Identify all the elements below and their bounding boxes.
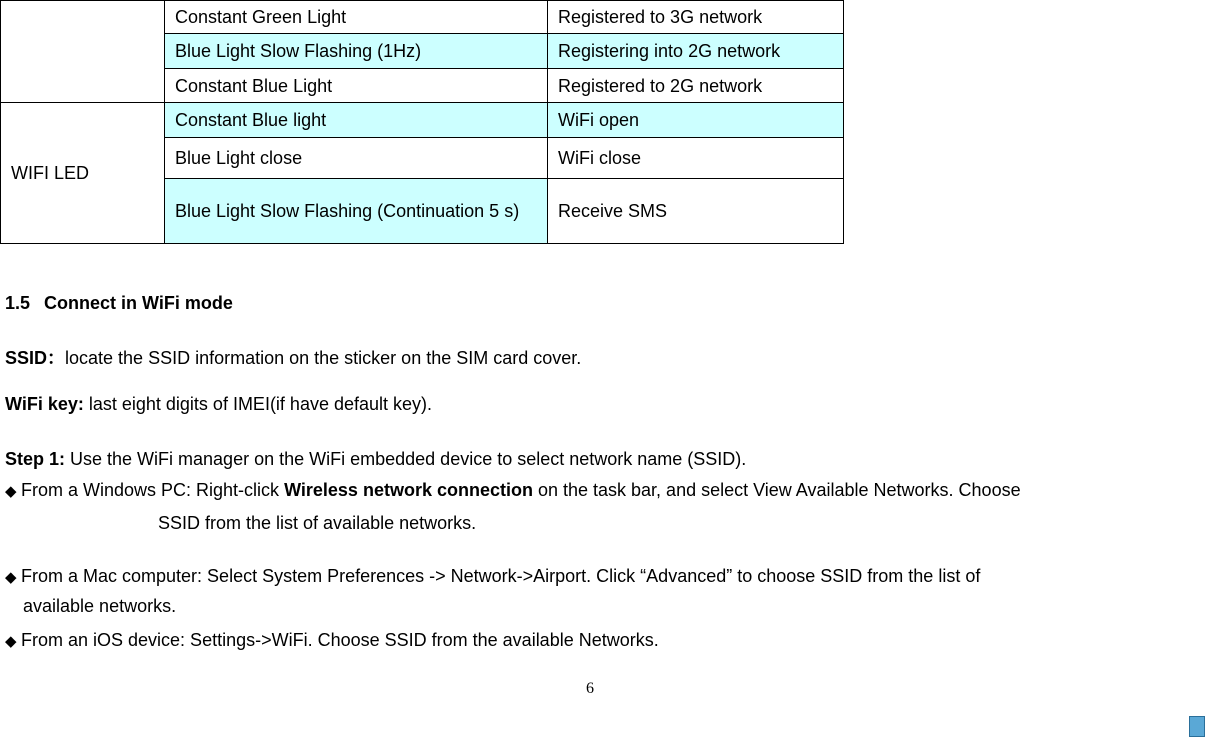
- status-cell: Registering into 2G network: [548, 34, 844, 69]
- step-1-text: Use the WiFi manager on the WiFi embedded device to select network name (SSID).: [65, 449, 747, 469]
- status-cell: Receive SMS: [548, 179, 844, 244]
- bullet-mac-text: From a Mac computer: Select System Preferences -> Network->Airport. Click “Advanced” to choose SSID from the list of: [21, 566, 981, 586]
- ssid-paragraph: [5, 344, 581, 370]
- bullet-ios: [5, 630, 659, 651]
- table-row: [1, 1, 844, 34]
- light-cell: Blue Light Slow Flashing (1Hz): [165, 34, 548, 69]
- diamond-bullet-icon: ◆: [5, 633, 17, 650]
- led-status-table: [0, 0, 844, 244]
- group-cell: [1, 1, 165, 103]
- diamond-bullet-icon: ◆: [5, 483, 17, 500]
- status-cell: Registered to 2G network: [548, 69, 844, 103]
- bullet-windows-continuation: SSID from the list of available networks.: [158, 513, 477, 533]
- wifi-key-paragraph: [5, 394, 432, 415]
- bullet-mac-continuation: available networks.: [23, 596, 177, 616]
- light-cell: Blue Light close: [165, 138, 548, 179]
- status-cell: Registered to 3G network: [548, 1, 844, 34]
- scroll-indicator-icon[interactable]: [1189, 716, 1205, 737]
- status-cell: WiFi open: [548, 103, 844, 138]
- bullet-windows: [5, 480, 1021, 501]
- bullet-windows-bold: Wireless network connection: [284, 480, 533, 500]
- light-cell: Constant Green Light: [165, 1, 548, 34]
- ssid-label: SSID：: [5, 348, 66, 368]
- diamond-bullet-icon: ◆: [5, 569, 17, 586]
- bullet-ios-text: From an iOS device: Settings->WiFi. Choose SSID from the available Networks.: [21, 630, 659, 650]
- ssid-text: locate the SSID information on the sticker on the SIM card cover.: [65, 348, 582, 368]
- section-heading: [5, 293, 233, 314]
- group-cell-wifi-led: WIFI LED: [1, 103, 165, 244]
- section-title: Connect in WiFi mode: [44, 293, 233, 313]
- step-1-paragraph: [5, 449, 746, 470]
- bullet-mac: [5, 566, 980, 587]
- step-1-label: Step 1:: [5, 449, 66, 469]
- bullet-windows-post: on the task bar, and select View Available Networks. Choose: [532, 480, 1021, 500]
- wifi-key-label: WiFi key:: [5, 394, 84, 414]
- table-row: [1, 103, 844, 138]
- bullet-windows-pre: From a Windows PC: Right-click: [21, 480, 285, 500]
- light-cell: Constant Blue Light: [165, 69, 548, 103]
- status-cell: WiFi close: [548, 138, 844, 179]
- light-cell: Blue Light Slow Flashing (Continuation 5 s): [165, 179, 548, 244]
- page-number: 6: [586, 680, 594, 697]
- light-cell: Constant Blue light: [165, 103, 548, 138]
- section-number: 1.5: [5, 293, 31, 313]
- wifi-key-text: last eight digits of IMEI(if have default key).: [83, 394, 433, 414]
